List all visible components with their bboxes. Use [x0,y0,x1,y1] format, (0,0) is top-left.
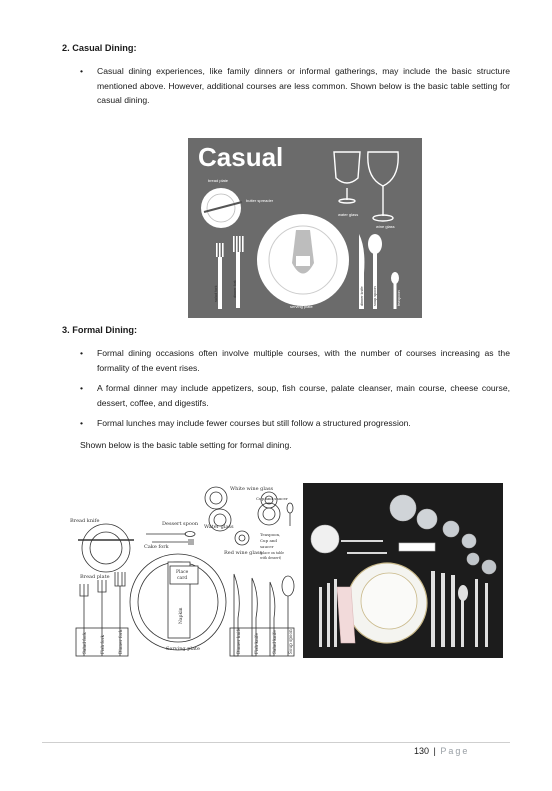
bullet-dot: • [80,66,84,76]
label-dinner-fork: Dinner fork [118,629,123,654]
formal-dining-heading: 3. Formal Dining: [62,325,138,335]
label-water-glass: water glass [338,212,359,217]
label-teaspoon-line5: with dessert) [260,556,282,560]
label-serving-plate: serving plate [290,304,313,309]
casual-bullet-text: Casual dining experiences, like family dinners or informal gatherings, may include the basic structure mentioned above. However, additional courses are less common. Shown below is the basic table setting for casual dining. [97,66,510,105]
formal-bullet-2-text: A formal dinner may include appetizers, soup, fish course, palate cleanser, main course, cheese course, dessert, coffee, and digestifs. [97,383,510,408]
footer-divider [42,742,510,743]
label-dinner-knife: Dinner knife [236,627,241,654]
label-water-glass: Water glass [204,524,234,530]
formal-table-setting-photo [303,483,503,658]
bullet-dot: • [80,418,84,428]
label-teaspoon-line4: (place on table [260,551,285,555]
glass-icon [462,534,476,548]
page-word: Page [440,746,470,756]
label-teaspoon-line1: Teaspoon, [260,532,281,537]
label-fish-knife: Fish knife [254,632,259,654]
label-cake-fork: Cake fork [144,544,169,550]
saucer-icon [258,503,280,525]
glass-icon [443,521,459,537]
serving-plate-icon [257,214,349,306]
casual-figure-title: Casual [198,142,284,172]
formal-bullet-3 [80,416,510,431]
footer-separator: | [433,746,436,756]
page-number: 130 [414,746,430,756]
casual-dining-heading: 2. Casual Dining: [62,43,137,53]
label-teaspoon-line2: Cup and [260,538,277,543]
place-card-icon [170,566,198,584]
glass-icon [482,560,496,574]
casual-table-setting-figure [188,138,422,318]
label-fish-fork: Fish fork [100,634,105,654]
page-footer [414,746,469,756]
label-dessert-spoon: Dessert spoon [162,521,199,527]
formal-bullet-1-text: Formal dining occasions often involve multiple courses, with the number of courses increasing as the formality of the event rises. [97,348,510,373]
formal-table-setting-diagram [66,478,300,660]
label-bread-plate: bread plate [208,178,229,183]
label-salad-fork: salad fork [214,285,218,302]
label-white-wine-glass: White wine glass [230,486,274,492]
label-place-card-line1: Place [176,570,189,575]
teaspoon-top-icon [287,503,293,513]
white-wine-glass-icon [205,487,227,509]
label-teaspoon-line3: saucer [260,544,274,549]
casual-bullet [80,64,510,108]
label-serving-plate: Serving plate [166,646,200,652]
red-wine-glass-icon [235,531,249,545]
label-teaspoon: teaspoon [397,290,401,306]
glass-icon [467,553,479,565]
label-place-card-line2: card [177,576,188,581]
formal-bullet-2 [80,381,510,410]
label-bread-plate: Bread plate [80,574,110,580]
label-bread-knife: Bread knife [70,518,100,524]
soup-spoon-icon [282,576,294,596]
formal-closing-text: Shown below is the basic table setting for formal dining. [80,440,292,450]
label-wine-glass: wine glass [376,224,395,229]
bread-plate-icon [82,524,130,572]
label-dinner-fork: dinner fork [233,280,237,298]
label-red-wine-glass: Red wine glass [224,550,263,556]
label-napkin: Napkin [179,607,184,624]
label-soup-spoon: Soup spoon [288,629,293,654]
bullet-dot: • [80,383,84,393]
formal-bullet-3-text: Formal lunches may include fewer courses but still follow a structured progression. [97,418,411,428]
bread-plate-icon [311,525,339,553]
bullet-dot: • [80,348,84,358]
glass-icon [390,495,416,521]
label-salad-fork: Salad fork [82,632,87,654]
label-cup-and-saucer: Cup and saucer [256,496,288,501]
label-butter-spreader: butter spreader [246,198,274,203]
forks-icon [319,579,337,647]
label-dinner-knife: dinner knife [360,286,364,306]
formal-bullet-1 [80,346,510,375]
glass-icon [417,509,437,529]
label-salad-knife: Salad knife [272,630,277,654]
label-soup-spoon: soup spoon [373,286,377,306]
place-card-icon [399,543,435,551]
